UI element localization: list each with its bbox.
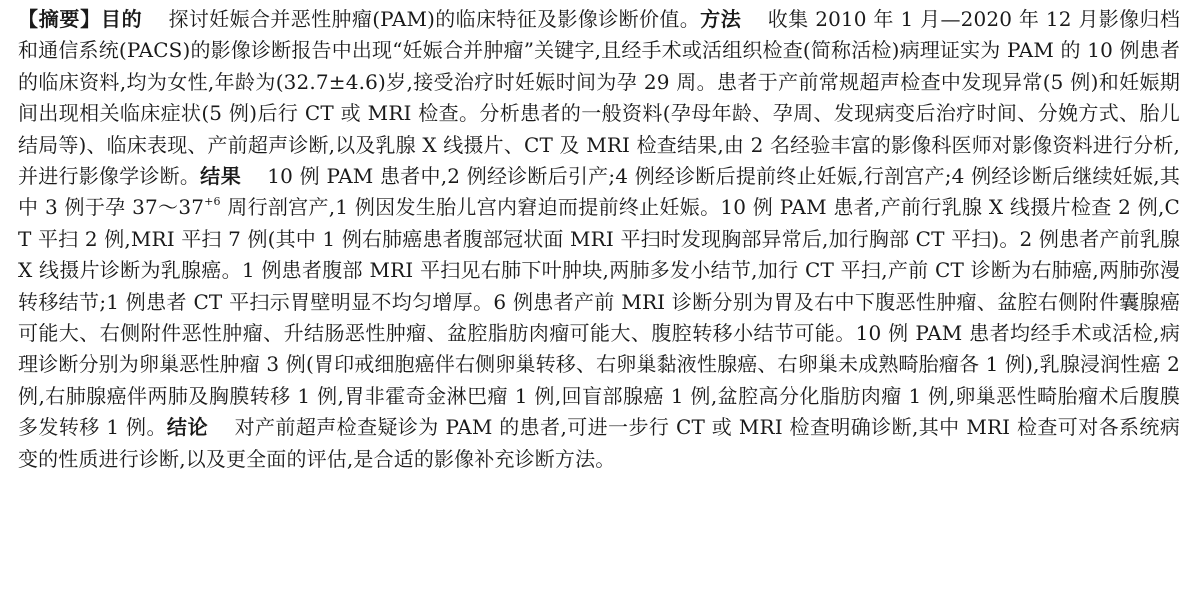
- results-superscript: +6: [204, 195, 221, 209]
- conclusion-label: 结论: [166, 415, 209, 440]
- conclusion-text: 对产前超声检查疑诊为 PAM 的患者,可进一步行 CT 或 MRI 检查明确诊断,其中 MRI 检查可对各系统病变的性质进行诊断,以及更全面的评估,是合适的影像补充诊断方法。: [18, 415, 1180, 471]
- purpose-label: 目的: [100, 7, 143, 31]
- results-text-part1: 10 例 PAM 患者中,2 例经诊断后引产;4 例经诊断后提前终止妊娠,行剖宫产;4 例经诊断后继续妊娠,其中 3 例于孕 37～37: [18, 164, 1180, 220]
- methods-text: 收集 2010 年 1 月—2020 年 12 月影像归档和通信系统(PACS)的影像诊断报告中出现“妊娠合并肿瘤”关键字,且经手术或活组织检查(简称活检)病理证实为 PAM 的 10 例患者的临床资料,均为女性,年龄为(32.7±4.6)岁,接受治疗时妊娠时间为孕 29 周。患者于产前常规超声检查中发现异常(5 例)和妊娠期间出现相关临床症状(5 例)后行 CT 或 MRI 检查。分析患者的一般资料(孕母年龄、孕周、发现病变后治疗时间、分娩方式、胎儿结局等)、临床表现、产前超声诊断,以及乳腺 X 线摄片、CT 及 MRI 检查结果,由 2 名经验丰富的影像科医师对影像资料进行分析,并进行影像学诊断。: [18, 7, 1181, 189]
- abstract-tag: 【摘要】: [18, 7, 101, 31]
- results-text-part2: 周行剖宫产,1 例因发生胎儿宫内窘迫而提前终止妊娠。10 例 PAM 患者,产前行乳腺 X 线摄片检查 2 例,CT 平扫 2 例,MRI 平扫 7 例(其中 1 例右肺癌患者腹部冠状面 MRI 平扫时发现胸部异常后,加行胸部 CT 平扫)。2 例患者产前乳腺 X 线摄片诊断为乳腺癌。1 例患者腹部 MRI 平扫见右肺下叶肿块,两肺多发小结节,加行 CT 平扫,产前 CT 诊断为右肺癌,两肺弥漫转移结节;1 例患者 CT 平扫示胃壁明显不均匀增厚。6 例患者产前 MRI 诊断分别为胃及右中下腹恶性肿瘤、盆腔右侧附件囊腺癌可能大、右侧附件恶性肿瘤、升结肠恶性肿瘤、盆腔脂肪肉瘤可能大、腹腔转移小结节可能。10 例 PAM 患者均经手术或活检,病理诊断分别为卵巢恶性肿瘤 3 例(胃印戒细胞癌伴右侧卵巢转移、右卵巢黏液性腺癌、右卵巢未成熟畸胎瘤各 1 例),乳腺浸润性癌 2 例,右肺腺癌伴两肺及胸膜转移 1 例,胃非霍奇金淋巴瘤 1 例,回盲部腺癌 1 例,盆腔高分化脂肪肉瘤 1 例,卵巢恶性畸胎瘤术后腹膜多发转移 1 例。: [18, 195, 1180, 440]
- purpose-text: 探讨妊娠合并恶性肿瘤(PAM)的临床特征及影像诊断价值。: [168, 7, 701, 31]
- methods-label: 方法: [700, 7, 742, 31]
- results-label: 结果: [200, 164, 242, 189]
